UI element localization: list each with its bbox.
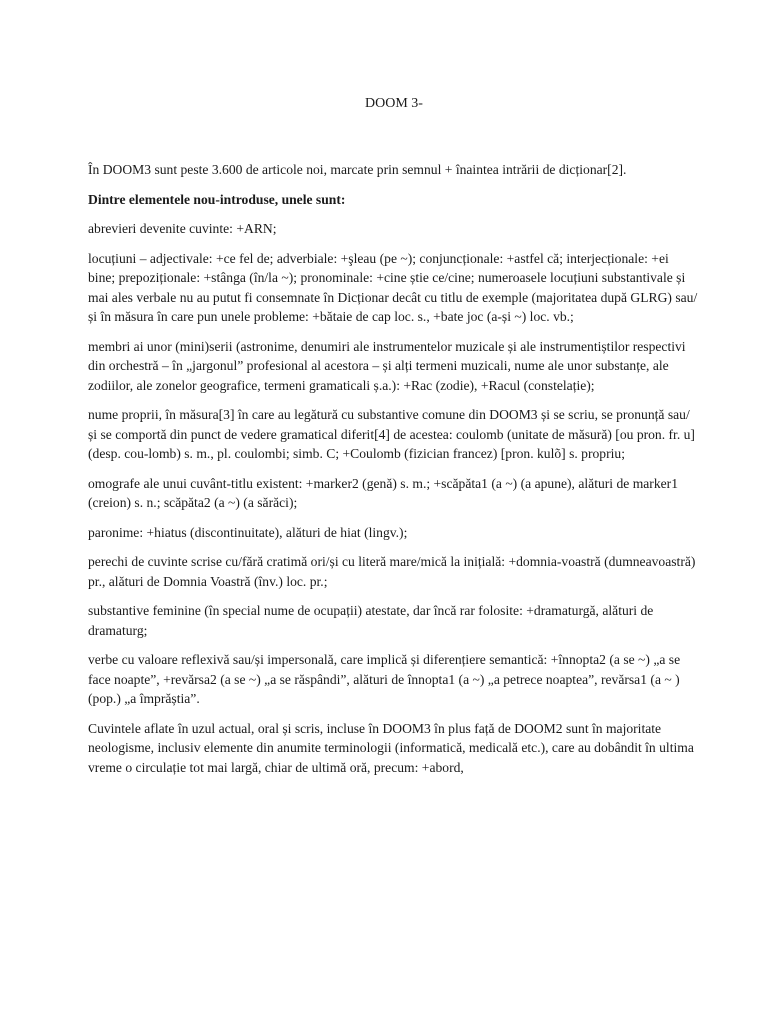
paragraph-neologisms: Cuvintele aflate în uzul actual, oral și scris, incluse în DOOM3 în plus față de DOOM2 sunt în majoritate neologisme, inclusiv elemente din anumite terminologii (informatică, medicală etc.), care au dobândit în ultima vreme o circulație tot mai largă, chiar de ultimă oră, precum: +abord, (88, 720, 694, 775)
paragraph-series: membri ai unor (mini)serii (astronime, denumiri ale instrumentelor muzicale și ale instrumentiștilor respectivi din orchestră – în „jargonul” profesional al acestora – și alți termeni muzicali, nume ale unor substanțe, ale zodiilor, ale zonelor geografice, termeni gramaticali ș.a.): +Rac (zodie), +Racul (constelație); (88, 338, 686, 393)
document-body (88, 160, 698, 787)
paragraph-locutions: locuțiuni – adjectivale: +ce fel de; adverbiale: +şleau (pe ~); conjuncționale: +astfel că; interjecționale: +ei bine; prepoziționale: +stânga (în/la ~); pronominale: +cine știe ce/cine; numeroasele locuțiuni substantivale și mai ales verbale nu au putut fi consemnate în Dicționar decât cu titlu de exemple (majoritatea după GLRG) sau/și în măsura în care pun unele probleme: +bătaie de cap loc. s., +bate joc (a-și ~) loc. vb.; (88, 250, 698, 324)
paragraph-reflexive-verbs: verbe cu valoare reflexivă sau/și impersonală, care implică și diferențiere semantică: +înnopta2 (a se ~) „a se face noapte”, +revărsa2 (a se ~) „a se răspândi”, alături de înnopta1 (a ~) „a petrece noaptea”, revărsa1 (a ~ ) (pop.) „a împrăștia”. (88, 652, 681, 706)
paragraph-heading: Dintre elementele nou-introduse, unele sunt: (88, 191, 346, 207)
paragraph-proper-names: nume proprii, în măsura[3] în care au legătură cu substantive comune din DOOM3 și se scriu, se pronunță sau/și se comportă din punct de vedere gramatical diferit[4] de acestea: coulomb (unitate de măsură) [ou pron. fr. u] (desp. cou-lomb) s. m., pl. coulombi; simb. C; +Coulomb (fizician francez) [pron. kulõ] s. propriu; (88, 407, 695, 461)
paragraph-abbreviations: abrevieri devenite cuvinte: +ARN; (88, 221, 277, 236)
paragraph-homographs: omografe ale unui cuvânt-titlu existent: +marker2 (genă) s. m.; +scăpăta1 (a ~) (a apune), alături de marker1 (creion) s. n.; scăpăta2 (a ~) (a sărăci); (88, 475, 678, 510)
paragraph-feminine-nouns: substantive feminine (în special nume de ocupații) atestate, dar încă rar folosite: +dramaturgă, alături de dramaturg; (88, 603, 654, 638)
paragraph-intro: În DOOM3 sunt peste 3.600 de articole noi, marcate prin semnul + înaintea intrării de dicționar[2]. (88, 162, 627, 177)
paragraph-pairs: perechi de cuvinte scrise cu/fără cratimă ori/și cu literă mare/mică la inițială: +domnia-voastră (dumneavoastră) pr., alături de Domnia Voastră (înv.) loc. pr.; (88, 554, 696, 589)
document-title: DOOM 3- (365, 96, 423, 111)
paragraph-paronyms: paronime: +hiatus (discontinuitate), alături de hiat (lingv.); (88, 524, 408, 540)
